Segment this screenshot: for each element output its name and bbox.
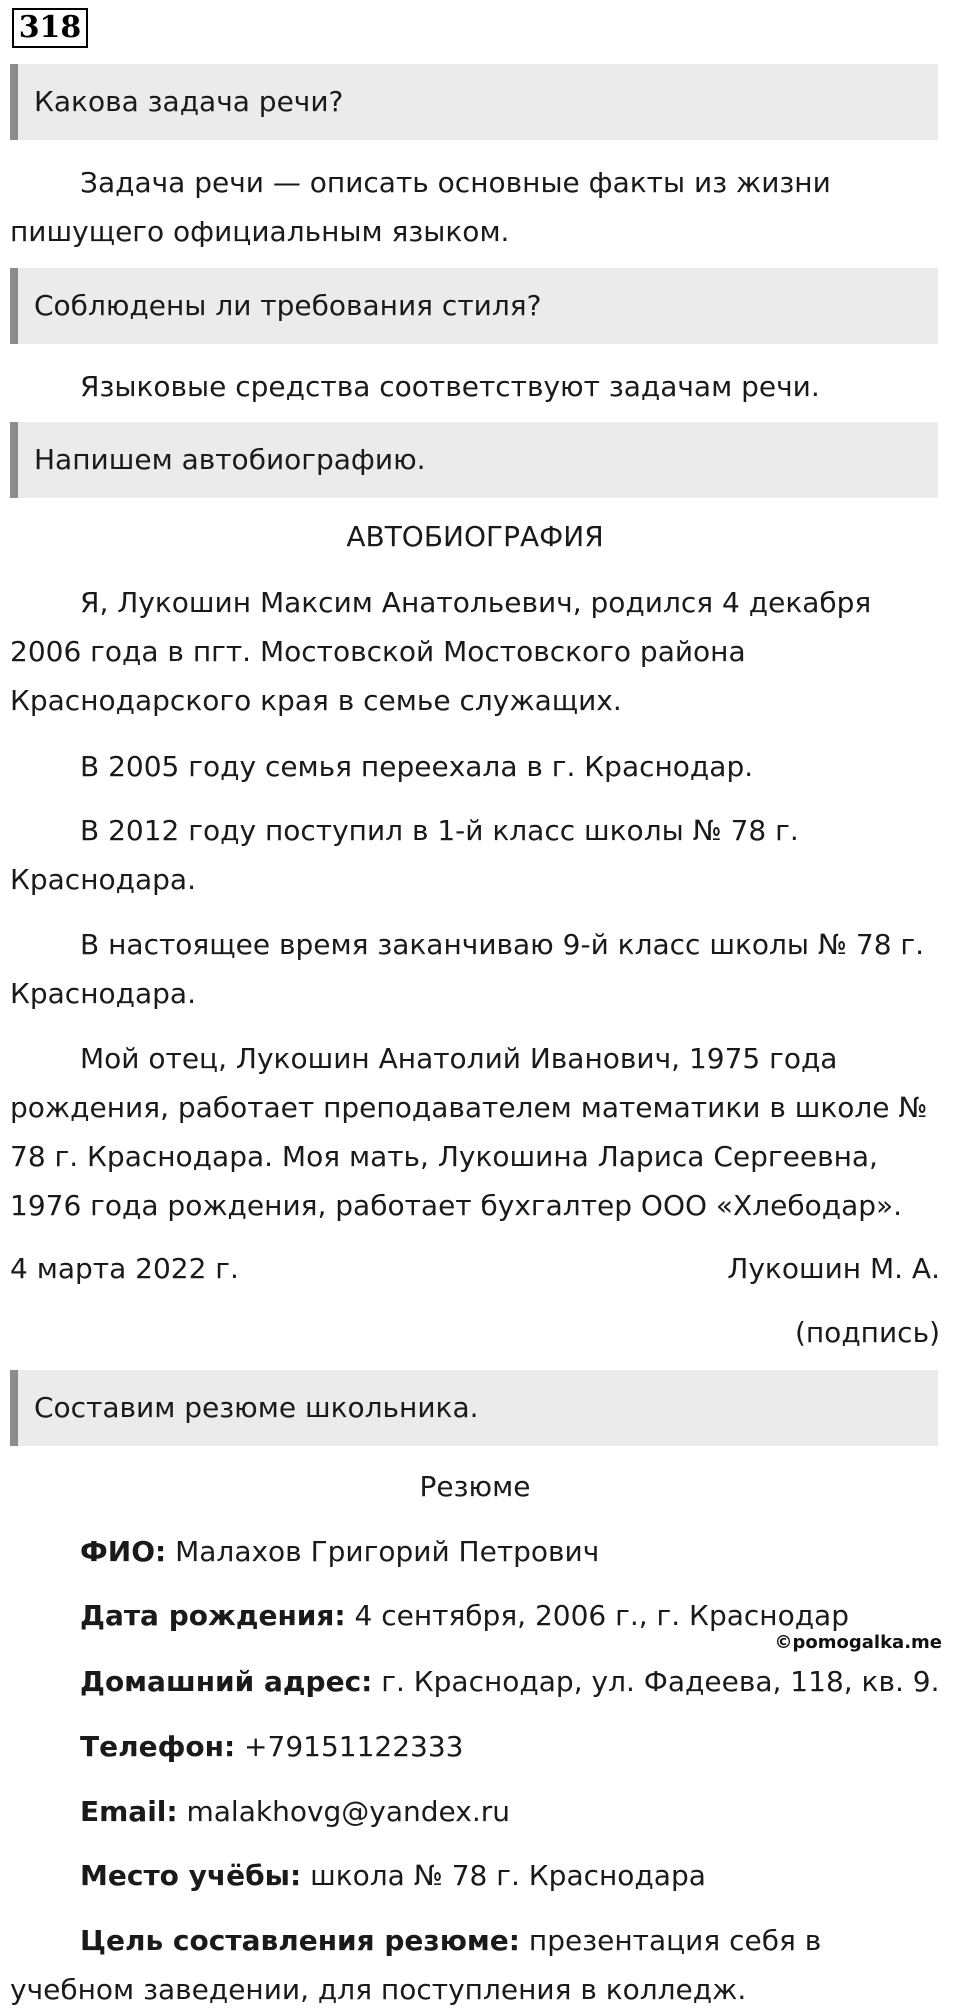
resume-label-phone: Телефон: [80,1730,236,1763]
autobiography-paragraph-1: Я, Лукошин Максим Анатольевич, родился 4 декабря 2006 года в пгт. Мостовской Мостовского района Краснодарского края в семье служащих. [10,586,872,717]
autobiography-signature-name: Лукошин М. А. [727,1252,940,1285]
resume-label-birthdate: Дата рождения: [80,1599,346,1632]
resume-row-email [80,1787,510,1836]
signature-label: (подпись) [794,1316,940,1349]
autobiography-paragraph-3: В 2012 году поступил в 1-й класс школы № 78 г. Краснодара. [10,814,799,896]
resume-row-school [80,1851,706,1900]
resume-row-goal [10,1916,940,2014]
resume-label-fio: ФИО: [80,1535,167,1568]
resume-title: Резюме [419,1470,531,1503]
resume-value-email: malakhovg@yandex.ru [177,1795,511,1828]
question-bar-resume: Составим резюме школьника. [10,1370,938,1446]
resume-label-email: Email: [80,1795,178,1828]
resume-value-address: г. Краснодар, ул. Фадеева, 118, кв. 9. [372,1665,940,1698]
autobiography-date: 4 марта 2022 г. [10,1252,239,1285]
watermark: ©pomogalka.me [774,1632,942,1653]
answer-style: Языковые средства соответствуют задачам речи. [80,370,820,403]
resume-row-birthdate [80,1591,849,1640]
exercise-number: 318 [12,8,88,48]
resume-value-fio: Малахов Григорий Петрович [166,1535,600,1568]
autobiography-title: АВТОБИОГРАФИЯ [346,520,604,553]
autobiography-paragraph-5: Мой отец, Лукошин Анатолий Иванович, 1975 года рождения, работает преподавателем математики в школе № 78 г. Краснодара. Моя мать, Лукошина Лариса Сергеевна, 1976 года рождения, работает бухгалтер ООО «Хлебодар». [10,1042,928,1222]
resume-value-school: школа № 78 г. Краснодара [301,1859,706,1892]
resume-label-goal: Цель составления резюме: [80,1924,520,1957]
resume-value-phone: +79151122333 [235,1730,464,1763]
resume-label-school: Место учёбы: [80,1859,302,1892]
resume-row-phone [80,1722,463,1771]
question-bar-autobiography: Напишем автобиографию. [10,422,938,498]
resume-value-goal: презентация себя в учебном заведении, для поступления в колледж. [10,1924,822,2006]
resume-value-birthdate: 4 сентября, 2006 г., г. Краснодар [345,1599,849,1632]
resume-label-address: Домашний адрес: [80,1665,373,1698]
autobiography-paragraph-4: В настоящее время заканчиваю 9-й класс школы № 78 г. Краснодара. [10,928,925,1010]
resume-row-address [80,1657,939,1706]
autobiography-paragraph-2: В 2005 году семья переехала в г. Краснодар. [80,750,754,783]
answer-task: Задача речи — описать основные факты из жизни пишущего официальным языком. [10,166,831,248]
resume-row-fio [80,1527,599,1576]
question-bar-style: Соблюдены ли требования стиля? [10,268,938,344]
question-bar-task: Какова задача речи? [10,64,938,140]
